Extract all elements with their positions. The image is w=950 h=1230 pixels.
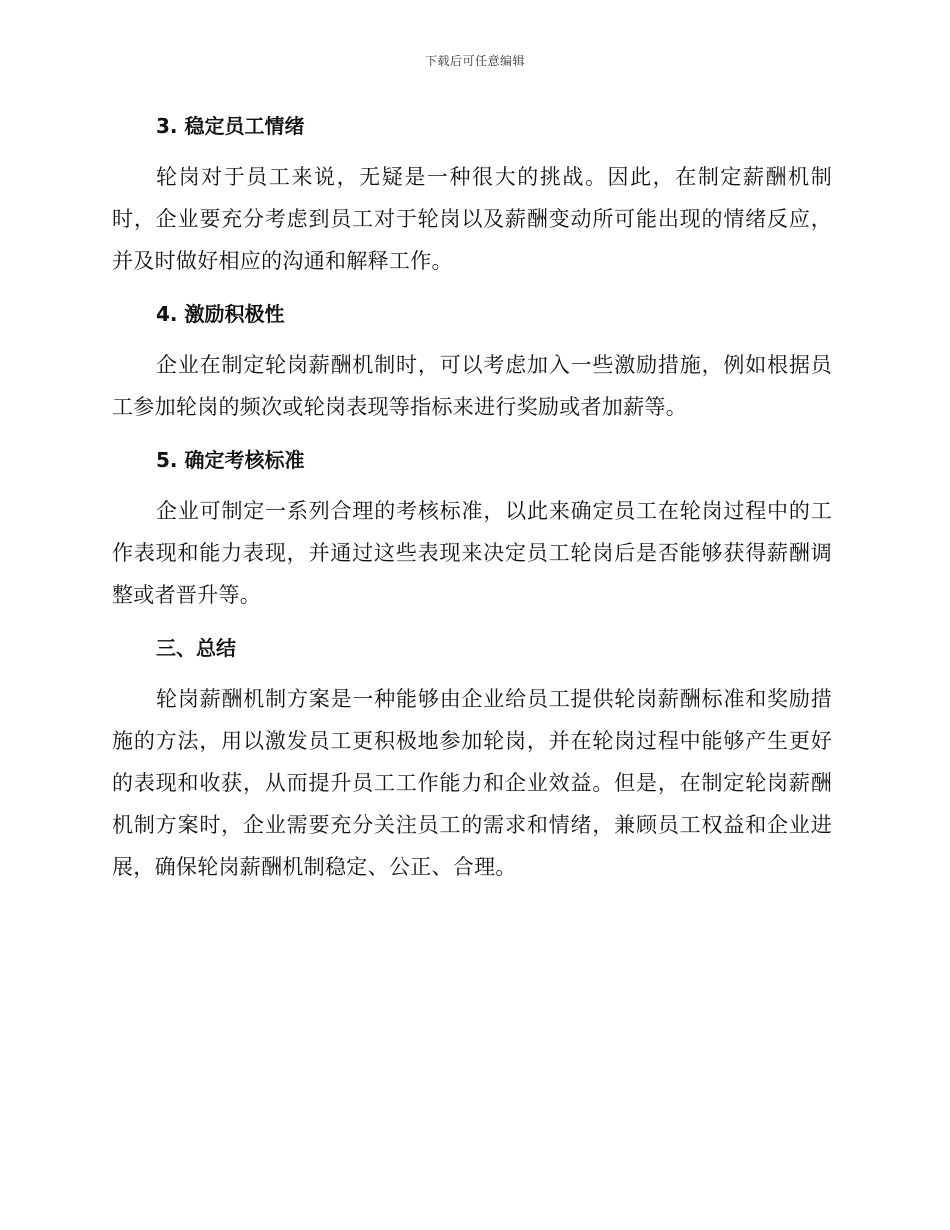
- section-paragraph-motivation: 企业在制定轮岗薪酬机制时，可以考虑加入一些激励措施，例如根据员工参加轮岗的频次或轮岗表现等指标来进行奖励或者加薪等。: [112, 353, 832, 419]
- section-heading-motivation: 4. 激励积极性: [156, 302, 285, 326]
- section-paragraph-assessment-standards: 企业可制定一系列合理的考核标准，以此来确定员工在轮岗过程中的工作表现和能力表现，并通过这些表现来决定员工轮岗后是否能够获得薪酬调整或者晋升等。: [112, 499, 832, 607]
- document-body: [112, 108, 832, 888]
- section-paragraph-summary: 轮岗薪酬机制方案是一种能够由企业给员工提供轮岗薪酬标准和奖励措施的方法，用以激发员工更积极地参加轮岗，并在轮岗过程中能够产生更好的表现和收获，从而提升员工工作能力和企业效益。但是，在制定轮岗薪酬机制方案时，企业需要充分关注员工的需求和情绪，兼顾员工权益和企业进展，确保轮岗薪酬机制稳定、公正、合理。: [112, 687, 832, 879]
- section-heading-stabilize-emotions: 3. 稳定员工情绪: [156, 114, 305, 138]
- page-header: 下载后可任意编辑: [424, 54, 525, 68]
- section-paragraph-stabilize-emotions: 轮岗对于员工来说，无疑是一种很大的挑战。因此，在制定薪酬机制时，企业要充分考虑到员工对于轮岗以及薪酬变动所可能出现的情绪反应，并及时做好相应的沟通和解释工作。: [112, 165, 832, 273]
- section-heading-summary: 三、总结: [156, 636, 236, 660]
- section-heading-assessment-standards: 5. 确定考核标准: [156, 448, 305, 472]
